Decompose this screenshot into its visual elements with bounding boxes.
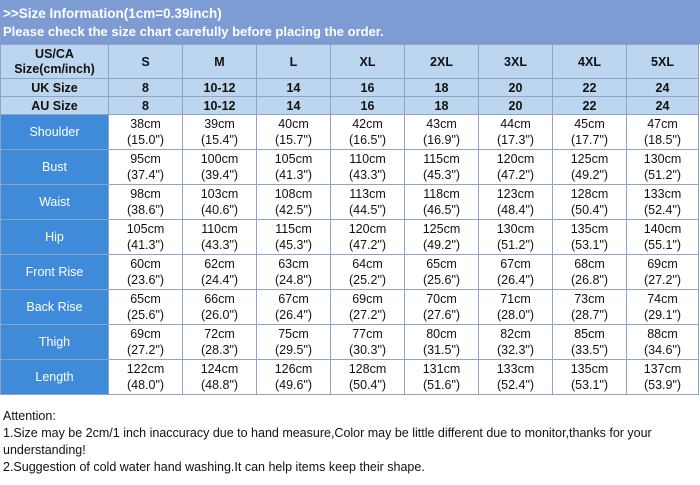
measurement-label: Length	[1, 360, 109, 395]
cm-value: 42cm	[352, 117, 383, 131]
measurement-cell	[331, 255, 405, 290]
measurement-cell	[627, 290, 699, 325]
uk-size-value: 24	[627, 79, 699, 97]
inch-value: (48.8")	[200, 378, 239, 392]
inch-value: (16.9")	[422, 133, 461, 147]
measurement-label: Shoulder	[1, 115, 109, 150]
measurement-label: Front Rise	[1, 255, 109, 290]
measurement-label: Back Rise	[1, 290, 109, 325]
corner-header	[1, 45, 109, 79]
inch-value: (17.3")	[496, 133, 535, 147]
cm-value: 131cm	[422, 362, 461, 376]
measurement-label: Thigh	[1, 325, 109, 360]
inch-value: (32.3")	[496, 343, 535, 357]
cm-value: 120cm	[348, 222, 387, 236]
measurement-cell	[553, 115, 627, 150]
cm-value: 110cm	[349, 152, 386, 166]
measurement-cell	[257, 360, 331, 395]
cm-value: 73cm	[574, 292, 605, 306]
cm-value: 63cm	[278, 257, 309, 271]
inch-value: (24.8")	[274, 273, 313, 287]
uk-size-row	[1, 79, 699, 97]
inch-value: (46.5")	[422, 203, 461, 217]
cm-value: 80cm	[426, 327, 457, 341]
inch-value: (51.6")	[422, 378, 461, 392]
inch-value: (25.2")	[348, 273, 387, 287]
measurement-cell	[479, 255, 553, 290]
measurement-cell	[109, 115, 183, 150]
measurement-cell	[109, 185, 183, 220]
measurement-cell	[331, 360, 405, 395]
measurement-cell	[405, 150, 479, 185]
inch-value: (49.2")	[570, 168, 609, 182]
measurement-cell	[405, 220, 479, 255]
measurement-cell	[109, 360, 183, 395]
cm-value: 137cm	[643, 362, 682, 376]
cm-value: 69cm	[352, 292, 383, 306]
measurement-cell	[553, 290, 627, 325]
measurement-cell	[183, 150, 257, 185]
cm-value: 122cm	[126, 362, 165, 376]
inch-value: (41.3")	[274, 168, 313, 182]
uk-size-value: 16	[331, 79, 405, 97]
corner-label-unit: Size(cm/inch)	[14, 61, 95, 76]
inch-value: (17.7")	[570, 133, 609, 147]
measurement-cell	[405, 290, 479, 325]
cm-value: 40cm	[278, 117, 309, 131]
cm-value: 88cm	[647, 327, 678, 341]
inch-value: (29.5")	[274, 343, 313, 357]
measurement-cell	[109, 255, 183, 290]
cm-value: 47cm	[647, 117, 678, 131]
au-size-value: 14	[257, 97, 331, 115]
cm-value: 113cm	[349, 187, 386, 201]
attention-note-1a: 1.Size may be 2cm/1 inch inaccuracy due to hand measure,Color may be little different due to monitor,thanks for your	[3, 426, 652, 440]
measurement-cell	[257, 255, 331, 290]
measurement-cell	[405, 360, 479, 395]
check-chart-notice: Please check the size chart carefully before placing the order.	[3, 24, 384, 39]
inch-value: (27.6")	[422, 308, 461, 322]
cm-value: 123cm	[496, 187, 535, 201]
cm-value: 69cm	[647, 257, 678, 271]
measurement-cell	[109, 325, 183, 360]
inch-value: (26.4")	[274, 308, 313, 322]
au-size-value: 8	[109, 97, 183, 115]
inch-value: (18.5")	[643, 133, 682, 147]
cm-value: 118cm	[423, 187, 460, 201]
cm-value: 133cm	[496, 362, 535, 376]
measurement-cell	[257, 290, 331, 325]
size-chart-table	[0, 44, 699, 395]
inch-value: (28.0")	[496, 308, 535, 322]
measurement-label: Hip	[1, 220, 109, 255]
uk-size-value: 20	[479, 79, 553, 97]
cm-value: 68cm	[574, 257, 605, 271]
inch-value: (40.6")	[200, 203, 239, 217]
inch-value: (34.6")	[643, 343, 682, 357]
measurement-cell	[109, 290, 183, 325]
size-header: L	[257, 45, 331, 79]
inch-value: (15.0")	[126, 133, 165, 147]
header-banner	[0, 0, 700, 44]
measurement-cell	[183, 360, 257, 395]
inch-value: (26.8")	[570, 273, 609, 287]
measurement-cell	[331, 290, 405, 325]
measurement-cell	[331, 185, 405, 220]
measurement-cell	[183, 290, 257, 325]
inch-value: (50.4")	[348, 378, 387, 392]
size-header: S	[109, 45, 183, 79]
uk-size-value: 10-12	[183, 79, 257, 97]
inch-value: (53.9")	[643, 378, 682, 392]
cm-value: 38cm	[130, 117, 161, 131]
measurement-cell	[553, 325, 627, 360]
measurement-row	[1, 115, 699, 150]
inch-value: (30.3")	[348, 343, 387, 357]
inch-value: (45.3")	[274, 238, 313, 252]
measurement-cell	[479, 360, 553, 395]
cm-value: 45cm	[574, 117, 605, 131]
cm-value: 98cm	[130, 187, 161, 201]
measurement-cell	[627, 220, 699, 255]
measurement-cell	[405, 115, 479, 150]
size-header: 2XL	[405, 45, 479, 79]
measurement-cell	[405, 255, 479, 290]
measurement-cell	[183, 115, 257, 150]
inch-value: (44.5")	[348, 203, 387, 217]
measurement-cell	[183, 185, 257, 220]
measurement-rows	[1, 115, 699, 395]
measurement-cell	[479, 115, 553, 150]
uk-size-label: UK Size	[1, 79, 109, 97]
inch-value: (27.2")	[348, 308, 387, 322]
cm-value: 135cm	[570, 362, 609, 376]
size-header: 3XL	[479, 45, 553, 79]
attention-notes	[3, 408, 697, 476]
cm-value: 70cm	[426, 292, 457, 306]
cm-value: 67cm	[278, 292, 309, 306]
cm-value: 128cm	[348, 362, 387, 376]
measurement-cell	[109, 150, 183, 185]
inch-value: (49.6")	[274, 378, 313, 392]
cm-value: 72cm	[204, 327, 235, 341]
measurement-cell	[257, 185, 331, 220]
inch-value: (15.7")	[274, 133, 313, 147]
cm-value: 95cm	[130, 152, 161, 166]
size-header: XL	[331, 45, 405, 79]
au-size-value: 22	[553, 97, 627, 115]
uk-size-value: 18	[405, 79, 479, 97]
measurement-row	[1, 185, 699, 220]
measurement-cell	[479, 150, 553, 185]
cm-value: 100cm	[200, 152, 239, 166]
cm-value: 67cm	[500, 257, 531, 271]
cm-value: 130cm	[643, 152, 682, 166]
inch-value: (25.6")	[422, 273, 461, 287]
attention-note-1b: understanding!	[3, 443, 86, 457]
measurement-cell	[331, 220, 405, 255]
uk-size-value: 14	[257, 79, 331, 97]
cm-value: 110cm	[201, 222, 238, 236]
measurement-cell	[479, 325, 553, 360]
au-size-value: 16	[331, 97, 405, 115]
cm-value: 62cm	[204, 257, 235, 271]
cm-value: 105cm	[126, 222, 165, 236]
cm-value: 124cm	[200, 362, 239, 376]
cm-value: 69cm	[130, 327, 161, 341]
measurement-cell	[553, 255, 627, 290]
inch-value: (23.6")	[126, 273, 165, 287]
inch-value: (42.5")	[274, 203, 313, 217]
au-size-row	[1, 97, 699, 115]
cm-value: 128cm	[570, 187, 609, 201]
measurement-cell	[183, 325, 257, 360]
inch-value: (47.2")	[496, 168, 535, 182]
measurement-cell	[479, 290, 553, 325]
measurement-cell	[627, 325, 699, 360]
cm-value: 133cm	[643, 187, 682, 201]
measurement-row	[1, 150, 699, 185]
inch-value: (37.4")	[126, 168, 165, 182]
cm-value: 82cm	[500, 327, 531, 341]
cm-value: 74cm	[647, 292, 678, 306]
measurement-cell	[331, 325, 405, 360]
cm-value: 65cm	[130, 292, 161, 306]
measurement-cell	[331, 115, 405, 150]
cm-value: 77cm	[352, 327, 383, 341]
au-size-value: 10-12	[183, 97, 257, 115]
inch-value: (49.2")	[422, 238, 461, 252]
size-header: 4XL	[553, 45, 627, 79]
measurement-cell	[183, 220, 257, 255]
cm-value: 75cm	[278, 327, 309, 341]
inch-value: (52.4")	[643, 203, 682, 217]
measurement-row	[1, 220, 699, 255]
size-info-title: >>Size Information(1cm=0.39inch)	[3, 6, 222, 21]
inch-value: (43.3")	[348, 168, 387, 182]
cm-value: 39cm	[204, 117, 235, 131]
inch-value: (33.5")	[570, 343, 609, 357]
measurement-cell	[627, 185, 699, 220]
cm-value: 135cm	[570, 222, 609, 236]
measurement-row	[1, 255, 699, 290]
cm-value: 115cm	[275, 222, 312, 236]
inch-value: (27.2")	[126, 343, 165, 357]
inch-value: (48.4")	[496, 203, 535, 217]
corner-label-us-ca: US/CA	[35, 46, 74, 61]
cm-value: 120cm	[496, 152, 535, 166]
measurement-cell	[109, 220, 183, 255]
measurement-cell	[553, 360, 627, 395]
inch-value: (51.2")	[496, 238, 535, 252]
measurement-cell	[405, 185, 479, 220]
measurement-cell	[257, 220, 331, 255]
cm-value: 105cm	[274, 152, 313, 166]
inch-value: (39.4")	[200, 168, 239, 182]
inch-value: (28.3")	[200, 343, 239, 357]
inch-value: (43.3")	[200, 238, 239, 252]
size-header: 5XL	[627, 45, 699, 79]
inch-value: (26.0")	[200, 308, 239, 322]
au-size-value: 24	[627, 97, 699, 115]
inch-value: (48.0")	[126, 378, 165, 392]
measurement-label: Waist	[1, 185, 109, 220]
inch-value: (28.7")	[570, 308, 609, 322]
inch-value: (16.5")	[348, 133, 387, 147]
cm-value: 66cm	[204, 292, 235, 306]
inch-value: (55.1")	[643, 238, 682, 252]
measurement-cell	[627, 115, 699, 150]
uk-size-value: 8	[109, 79, 183, 97]
measurement-cell	[553, 150, 627, 185]
cm-value: 108cm	[274, 187, 313, 201]
measurement-cell	[257, 150, 331, 185]
measurement-label: Bust	[1, 150, 109, 185]
au-size-value: 18	[405, 97, 479, 115]
measurement-row	[1, 290, 699, 325]
uk-size-value: 22	[553, 79, 627, 97]
inch-value: (29.1")	[643, 308, 682, 322]
measurement-cell	[479, 185, 553, 220]
cm-value: 126cm	[274, 362, 313, 376]
cm-value: 71cm	[500, 292, 531, 306]
us-size-header-row	[1, 45, 699, 79]
cm-value: 65cm	[426, 257, 457, 271]
inch-value: (24.4")	[200, 273, 239, 287]
measurement-cell	[553, 220, 627, 255]
measurement-cell	[257, 325, 331, 360]
measurement-cell	[183, 255, 257, 290]
cm-value: 44cm	[500, 117, 531, 131]
inch-value: (27.2")	[643, 273, 682, 287]
au-size-value: 20	[479, 97, 553, 115]
cm-value: 125cm	[570, 152, 609, 166]
measurement-row	[1, 325, 699, 360]
cm-value: 60cm	[130, 257, 161, 271]
inch-value: (38.6")	[126, 203, 165, 217]
inch-value: (41.3")	[126, 238, 165, 252]
cm-value: 43cm	[426, 117, 457, 131]
inch-value: (52.4")	[496, 378, 535, 392]
measurement-cell	[405, 325, 479, 360]
inch-value: (45.3")	[422, 168, 461, 182]
cm-value: 140cm	[643, 222, 682, 236]
inch-value: (47.2")	[348, 238, 387, 252]
inch-value: (53.1")	[570, 238, 609, 252]
attention-note-2: 2.Suggestion of cold water hand washing.It can help items keep their shape.	[3, 460, 425, 474]
cm-value: 85cm	[574, 327, 605, 341]
cm-value: 64cm	[352, 257, 383, 271]
cm-value: 125cm	[422, 222, 461, 236]
inch-value: (25.6")	[126, 308, 165, 322]
inch-value: (53.1")	[570, 378, 609, 392]
measurement-cell	[553, 185, 627, 220]
inch-value: (51.2")	[643, 168, 682, 182]
inch-value: (26.4")	[496, 273, 535, 287]
cm-value: 103cm	[200, 187, 239, 201]
cm-value: 115cm	[423, 152, 460, 166]
measurement-cell	[331, 150, 405, 185]
measurement-row	[1, 360, 699, 395]
measurement-cell	[257, 115, 331, 150]
measurement-cell	[627, 150, 699, 185]
size-header: M	[183, 45, 257, 79]
inch-value: (50.4")	[570, 203, 609, 217]
au-size-label: AU Size	[1, 97, 109, 115]
inch-value: (15.4")	[200, 133, 239, 147]
attention-title: Attention:	[3, 409, 56, 423]
measurement-cell	[479, 220, 553, 255]
measurement-cell	[627, 360, 699, 395]
cm-value: 130cm	[496, 222, 535, 236]
inch-value: (31.5")	[422, 343, 461, 357]
measurement-cell	[627, 255, 699, 290]
